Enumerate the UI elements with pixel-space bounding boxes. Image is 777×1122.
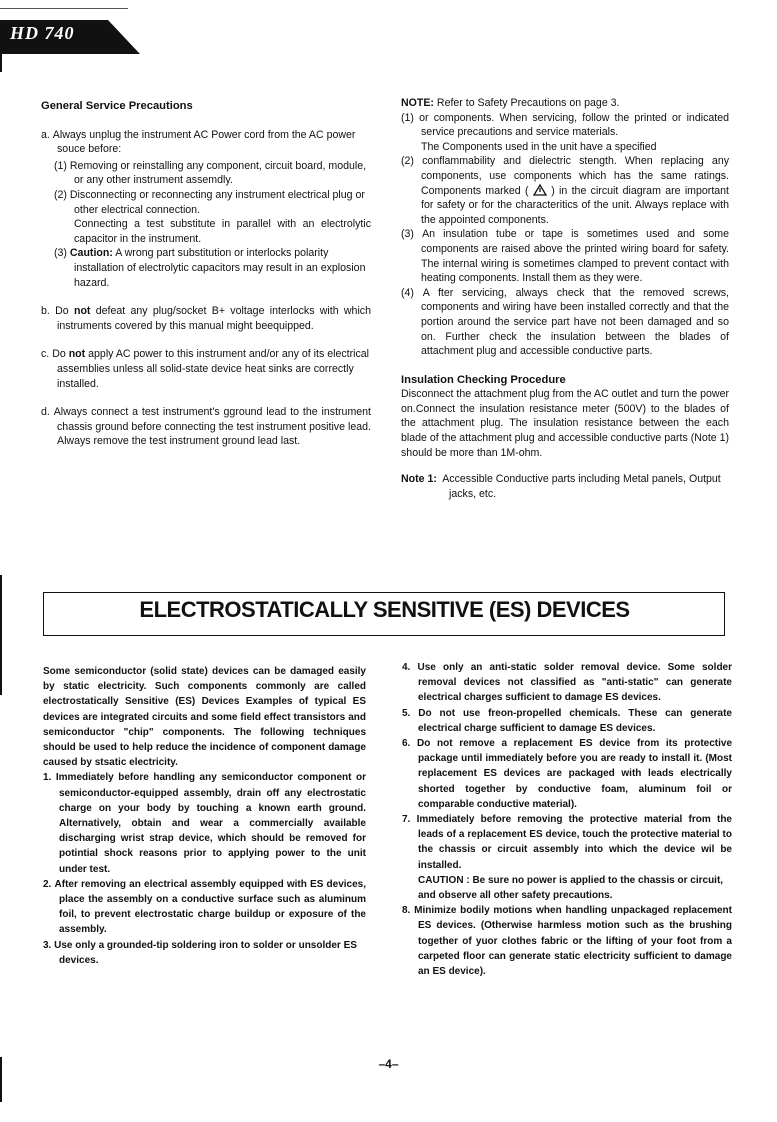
general-item-b: b. Do not defeat any plug/socket B+ voltage interlocks with which instruments covered by this manual might beequipped. bbox=[41, 305, 371, 332]
es-item-5: 5. Do not use freon-propelled chemicals. These can generate electrical charge sufficient to damage ES devices. bbox=[402, 707, 732, 734]
es-item-1: 1. Immediately before handling any semiconductor component or semiconductor-equipped assembly, drain off any electrostatic charge on your body by touching a known earth ground. Alternatively, obtain and wear a commercially available discharging wrist strap device, which should be removed for potintial shock reasons prior to applying power to the unit under test. bbox=[43, 772, 366, 875]
general-sub-2: (2) Disconnecting or reconnecting any instrument electrical plug or other electrical connection. bbox=[54, 188, 365, 216]
note-item-4: (4) A fter servicing, always check that the removed screws, components and wiring have been installed correctly and that the portion around the service part have not been damaged and so on. Further check the insulation between the blades of attachment plug and accessible conductive parts. bbox=[401, 286, 729, 358]
general-item-a: a. Always unplug the instrument AC Power cord from the AC power souce before: bbox=[41, 128, 356, 156]
margin-mark bbox=[0, 575, 2, 695]
note-item-3: (3) An insulation tube or tape is sometimes used and some components are raised above the printed wiring board for safety. The internal wiring is sometimes clamped to prevent contact with heating components. Install them as they were. bbox=[401, 228, 729, 285]
header-rule bbox=[0, 8, 128, 9]
warning-triangle-icon bbox=[533, 184, 547, 196]
note-item-2: (2) conflammability and dielectric stength. When replacing any components, use components which has the same ratings. Components marked ( ) in the circuit diagram are important for safety or for the characteritics of the unit. Always replace with the appointed components. bbox=[401, 155, 730, 226]
es-title: ELECTROSTATICALLY SENSITIVE (ES) DEVICES bbox=[139, 597, 630, 622]
es-intro: Some semiconductor (solid state) devices can be damaged easily by static electricity. Such components commonly are called electrostatically Sensitive (ES) Devices Examples of typical ES devices are integrated circuits and some field effect transistors and semiconductor "chip" components. The following techniques should be used to help reduce the incidence of component damage caused by stsatic electricity. bbox=[43, 666, 366, 769]
model-label: HD 740 bbox=[10, 23, 75, 43]
general-sub-2-extra: Connecting a test substitute in parallel with an electrolytic capacitor in the instrument. bbox=[74, 218, 371, 245]
es-right-column bbox=[402, 660, 732, 979]
es-item-3: 3. Use only a grounded-tip soldering iron to solder or unsolder ES devices. bbox=[43, 939, 357, 966]
note-item-1: (1) or components. When servicing, follow the printed or indicated service precautions and service materials. bbox=[401, 111, 729, 139]
general-item-d: d. Always connect a test instrument's gground lead to the instrument chassis ground before connecting the test instrument positive lead. Always remove the test instrument ground lead last. bbox=[41, 406, 371, 448]
note-item-1-extra: The Components used in the unit have a specified bbox=[421, 140, 657, 153]
insulation-title: Insulation Checking Procedure bbox=[401, 373, 566, 386]
note-section bbox=[401, 96, 729, 501]
page-number: –4– bbox=[378, 1057, 399, 1071]
es-item-2: 2. After removing an electrical assembly equipped with ES devices, place the assembly on a conductive surface such as aluminum foil, to prevent electrostatic charge buildup or exposure of the assembly. bbox=[43, 878, 366, 936]
es-item-4: 4. Use only an anti-static solder removal device. Some solder removal devices not classified as "anti-static" can generate electrical charges sufficient to damage ES devices. bbox=[402, 662, 733, 704]
es-left-column bbox=[43, 664, 366, 968]
general-item-c: c. Do not apply AC power to this instrument and/or any of its electrical assemblies unless all solid-state device heat sinks are correctly installed. bbox=[41, 348, 370, 390]
insulation-text: Disconnect the attachment plug from the AC outlet and turn the power on.Connect the insulation resistance meter (500V) to the blades of the attachment plug. The insulation resistance between the each blade of the attachment plug and accessible conductive parts (Note 1) should be more than 1M-ohm. bbox=[401, 388, 730, 459]
es-caution: CAUTION : Be sure no power is applied to the chassis or circuit, and observe all other safety precautions. bbox=[418, 874, 724, 902]
es-item-7: 7. Immediately before removing the protective material from the leads of a replacement ES device, touch the protective material to the chassis or circuit assembly into which the device wil be installed. bbox=[402, 814, 732, 871]
general-section bbox=[41, 99, 371, 449]
es-item-8: 8. Minimize bodily motions when handling unpackaged replacement ES devices. (Otherwise harmless motion such as the brushing together of yuor clothes fabric or the lifting of your foot from a carpeted floor can generate static electricity sufficient to damage an ES device). bbox=[402, 905, 732, 978]
es-item-6: 6. Do not remove a replacement ES device from its protective package until immediately before you are ready to install it. (Most replacement ES devices are packaged with leads electrically shorted together by conductive foam, aluminum foil or comparable conductive material). bbox=[402, 738, 733, 810]
insulation-note: Note 1: Accessible Conductive parts including Metal panels, Output jacks, etc. bbox=[401, 473, 721, 500]
margin-mark bbox=[0, 54, 2, 72]
general-sub-1: (1) Removing or reinstalling any component, circuit board, module, or any other instrument assemdly. bbox=[54, 159, 367, 187]
general-sub-3: (3) Caution: A wrong part substitution or interlocks polarity installation of electrolytic capacitors may result in an explosion hazard. bbox=[54, 247, 366, 289]
general-title: General Service Precautions bbox=[41, 100, 193, 112]
note-header: NOTE: Refer to Safety Precautions on page 3. bbox=[401, 97, 620, 109]
